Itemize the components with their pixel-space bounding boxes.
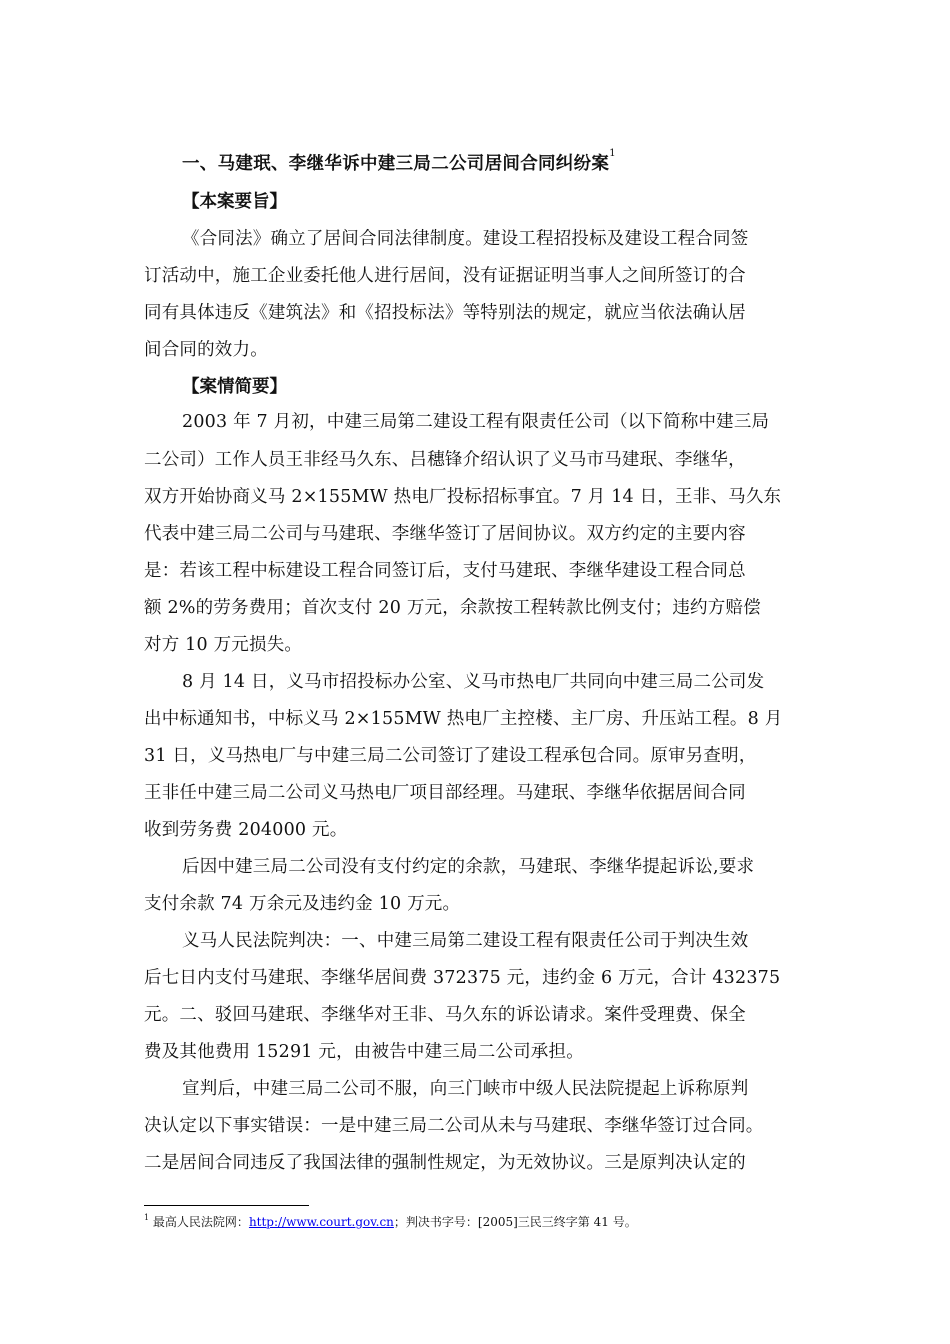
- paragraph-line: 费及其他费用 15291 元，由被告中建三局二公司承担。: [144, 1042, 584, 1062]
- paragraph-line: 订活动中，施工企业委托他人进行居间，没有证据证明当事人之间所签订的合: [144, 266, 746, 286]
- section-heading-summary: 【本案要旨】: [182, 192, 287, 212]
- paragraph-line: 额 2%的劳务费用；首次支付 20 万元，余款按工程转款比例支付；违约方赔偿: [144, 598, 761, 618]
- paragraph-line: 间合同的效力。: [144, 340, 268, 360]
- paragraph-line: 是：若该工程中标建设工程合同签订后，支付马建珉、李继华建设工程合同总: [144, 561, 746, 581]
- paragraph-line: 二公司）工作人员王非经马久东、吕穗锋介绍认识了义马市马建珉、李继华，: [144, 450, 746, 470]
- paragraph-line: 决认定以下事实错误：一是中建三局二公司从未与马建珉、李继华签订过合同。: [144, 1116, 764, 1136]
- case-title: [182, 150, 616, 175]
- paragraph-line: 代表中建三局二公司与马建珉、李继华签订了居间协议。双方约定的主要内容: [144, 524, 746, 544]
- footnote-prefix: 最高人民法院网：: [152, 1215, 249, 1229]
- footnote-link[interactable]: http://www.court.gov.cn: [248, 1215, 394, 1229]
- paragraph-line: 31 日，义马热电厂与中建三局二公司签订了建设工程承包合同。原审另查明，: [144, 746, 757, 766]
- paragraph-line: 对方 10 万元损失。: [144, 635, 303, 655]
- footnote-separator: [144, 1205, 309, 1206]
- paragraph-line: 宣判后，中建三局二公司不服，向三门峡市中级人民法院提起上诉称原判: [182, 1079, 749, 1099]
- paragraph-line: 二是居间合同违反了我国法律的强制性规定，为无效协议。三是原判决认定的: [144, 1153, 746, 1173]
- paragraph-line: 支付余款 74 万余元及违约金 10 万元。: [144, 894, 461, 914]
- case-title-text: 一、马建珉、李继华诉中建三局二公司居间合同纠纷案: [182, 154, 610, 174]
- paragraph-line: 2003 年 7 月初，中建三局第二建设工程有限责任公司（以下简称中建三局: [182, 412, 770, 432]
- paragraph-line: 双方开始协商义马 2×155MW 热电厂投标招标事宜。7 月 14 日，王非、马久东: [144, 487, 782, 507]
- footnote-number: 1: [144, 1213, 150, 1222]
- footnote-suffix: ；判决书字号：[2005]三民三终字第 41 号。: [393, 1215, 637, 1229]
- section-heading-facts: 【案情简要】: [182, 377, 287, 397]
- paragraph-line: 元。二、驳回马建珉、李继华对王非、马久东的诉讼请求。案件受理费、保全: [144, 1005, 746, 1025]
- paragraph-line: 收到劳务费 204000 元。: [144, 820, 348, 840]
- paragraph-line: 义马人民法院判决：一、中建三局第二建设工程有限责任公司于判决生效: [182, 931, 749, 951]
- paragraph-line: 同有具体违反《建筑法》和《招投标法》等特别法的规定，就应当依法确认居: [144, 303, 746, 323]
- paragraph-line: 《合同法》确立了居间合同法律制度。建设工程招投标及建设工程合同签: [182, 229, 749, 249]
- paragraph-line: 后七日内支付马建珉、李继华居间费 372375 元，违约金 6 万元，合计 432375: [144, 968, 781, 988]
- paragraph-line: 出中标通知书，中标义马 2×155MW 热电厂主控楼、主厂房、升压站工程。8 月: [144, 709, 783, 729]
- paragraph-line: 8 月 14 日，义马市招投标办公室、义马市热电厂共同向中建三局二公司发: [182, 672, 765, 692]
- footnote: [144, 1213, 637, 1230]
- footnote-reference[interactable]: 1: [609, 148, 616, 159]
- paragraph-line: 王非任中建三局二公司义马热电厂项目部经理。马建珉、李继华依据居间合同: [144, 783, 746, 803]
- paragraph-line: 后因中建三局二公司没有支付约定的余款，马建珉、李继华提起诉讼,要求: [182, 857, 755, 877]
